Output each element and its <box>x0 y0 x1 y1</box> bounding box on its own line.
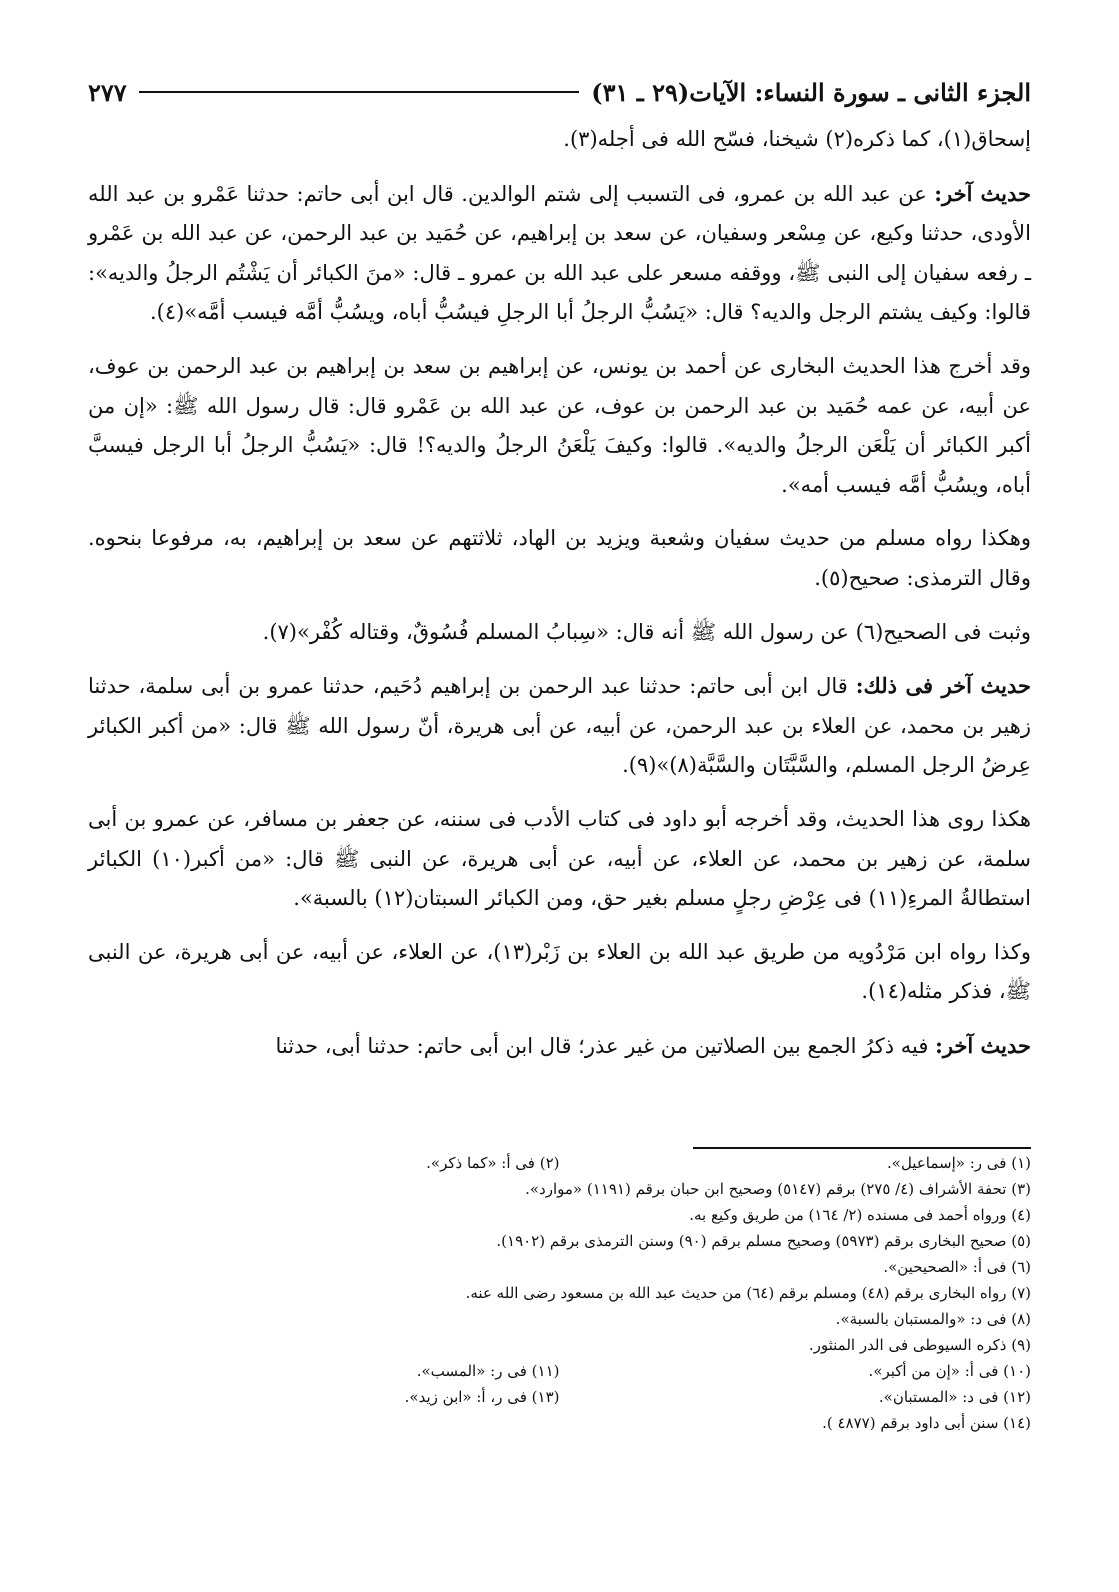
paragraph-lead: حديث آخر: <box>934 180 1031 206</box>
paragraph <box>88 666 1031 786</box>
paragraph <box>88 174 1031 333</box>
footnote-row <box>88 1150 1031 1176</box>
page-number: ٢٧٧ <box>88 77 127 107</box>
footnote-separator <box>693 1147 1031 1149</box>
paragraph <box>88 347 1031 505</box>
footnote: (١) فى ر: «إسماعيل». <box>887 1154 1031 1172</box>
paragraph <box>88 800 1031 919</box>
paragraph-text: وكذا رواه ابن مَرْدُويه من طريق عبد الله بن العلاء بن زَبْر(١٣)، عن العلاء، عن أبيه، عن أبى هريرة، عن النبى ﷺ، فذكر مثله(١٤). <box>88 939 1031 1004</box>
paragraph-text: إسحاق(١)، كما ذكره(٢) شيخنا، فسّح الله فى أجله(٣). <box>563 127 1031 151</box>
footnote: (١٠) فى أ: «إن من أكبر». <box>868 1362 1031 1380</box>
paragraph-text: فيه ذكرُ الجمع بين الصلاتين من غير عذر؛ قال ابن أبى حاتم: حدثنا أبى، حدثنا <box>275 1033 936 1058</box>
paragraph <box>88 1026 1031 1067</box>
footnote: (٤) ورواه أحمد فى مسنده (٢/ ١٦٤) من طريق وكيع به. <box>689 1206 1031 1224</box>
paragraph-lead: حديث آخر فى ذلك: <box>855 673 1031 699</box>
footnote: (١٢) فى د: «المستبان». <box>878 1388 1031 1406</box>
paragraph <box>88 519 1031 598</box>
footnote: (٩) ذكره السيوطى فى الدر المنثور. <box>808 1336 1031 1354</box>
footnote: (٣) تحفة الأشراف (٤/ ٢٧٥) برقم (٥١٤٧) وصحيح ابن حبان برقم (١١٩١) «موارد». <box>525 1180 1031 1198</box>
paragraph-text: وهكذا رواه مسلم من حديث سفيان وشعبة ويزيد بن الهاد، ثلاثتهم عن سعد بن إبراهيم، به، مرفوعا بنحوه. وقال الترمذى: صحيح(٥). <box>88 526 1031 590</box>
footnote: (٢) فى أ: «كما ذكر». <box>426 1154 560 1172</box>
paragraph-text: قال ابن أبى حاتم: حدثنا عبد الرحمن بن إبراهيم دُحَيم، حدثنا عمرو بن أبى سلمة، حدثنا زهير بن محمد، عن العلاء بن عبد الرحمن، عن أبيه، عن أبى هريرة، أنّ رسول الله ﷺ قال: «من أكبر الكبائر عِرضُ الرجل المسلم، والسَّبَّتَان والسَّبَّة(٨)»(٩). <box>88 674 1031 778</box>
footnotes <box>88 1150 1031 1436</box>
paragraph <box>88 120 1031 160</box>
paragraph-text: وثبت فى الصحيح(٦) عن رسول الله ﷺ أنه قال: «سِبابُ المسلم فُسُوقٌ، وقتاله كُفْر»(٧). <box>262 619 1031 644</box>
paragraph-text: عن عبد الله بن عمرو، فى التسبب إلى شتم الوالدين. قال ابن أبى حاتم: حدثنا عَمْرو بن عبد الله الأودى، حدثنا وكيع، عن مِسْعر وسفيان، عن سعد بن إبراهيم، عن حُمَيد بن عبد الرحمن، عن عبد الله بن عَمْرو ـ رفعه سفيان إلى النبى ﷺ، ووقفه مسعر على عبد الله بن عمرو ـ قال: «منَ الكبائر أن يَشْتُم الرجلُ والديه»: قالوا: وكيف يشتم الرجل والديه؟ قال: «يَسُبُّ الرجلُ أبا الرجلِ فيسُبُّ أباه، ويسُبُّ أمَّه فيسب أمَّه»(٤). <box>88 181 1031 325</box>
body-text <box>88 120 1031 1080</box>
footnote: (٧) رواه البخارى برقم (٤٨) ومسلم برقم (٦٤) من حديث عبد الله بن مسعود رضى الله عنه. <box>465 1284 1031 1302</box>
running-title: الجزء الثانى ـ سورة النساء: الآيات(٢٩ ـ ٣١) <box>591 77 1031 107</box>
footnote: (١٣) فى ر، أ: «ابن زيد». <box>404 1388 560 1406</box>
page-header <box>88 72 1031 112</box>
paragraph-text: هكذا روى هذا الحديث، وقد أخرجه أبو داود فى كتاب الأدب فى سننه، عن جعفر بن مسافر، عن عمرو بن أبى سلمة، عن زهير بن محمد، عن العلاء، عن أبيه، عن أبى هريرة، عن النبى ﷺ قال: «من أكبر(١٠) الكبائر استطالةُ المرءِ(١١) فى عِرْضِ رجلٍ مسلم بغير حق، ومن الكبائر السبتان(١٢) بالسبة». <box>88 806 1031 911</box>
paragraph-lead: حديث آخر: <box>935 1032 1031 1058</box>
footnote-row <box>88 1384 1031 1410</box>
header-rule <box>139 91 580 93</box>
footnote: (١٤) سنن أبى داود برقم (٤٨٧٧ ). <box>822 1414 1031 1432</box>
footnote: (٨) فى د: «والمستبان بالسبة». <box>835 1310 1031 1328</box>
paragraph-text: وقد أخرج هذا الحديث البخارى عن أحمد بن يونس، عن إبراهيم بن سعد بن إبراهيم بن عبد الرحمن بن عوف، عن أبيه، عن عمه حُمَيد بن عبد الرحمن بن عوف، عن عبد الله بن عَمْرو قال: قال رسول الله ﷺ: «إن من أكبر الكبائر أن يَلْعَن الرجلُ والديه». قالوا: وكيفَ يَلْعَنُ الرجلُ والديه؟! قال: «يَسُبُّ الرجلُ أبا الرجل فيسبَّ أباه، ويسُبُّ أمَّه فيسب أمه». <box>88 353 1031 497</box>
footnote-row <box>88 1358 1031 1384</box>
paragraph <box>88 613 1031 653</box>
footnote: (٥) صحيح البخارى برقم (٥٩٧٣) وصحيح مسلم برقم (٩٠) وسنن الترمذى برقم (١٩٠٢). <box>496 1232 1031 1250</box>
paragraph <box>88 933 1031 1012</box>
footnote: (٦) فى أ: «الصحيحين». <box>883 1258 1031 1276</box>
footnote: (١١) فى ر: «المسب». <box>416 1362 560 1380</box>
